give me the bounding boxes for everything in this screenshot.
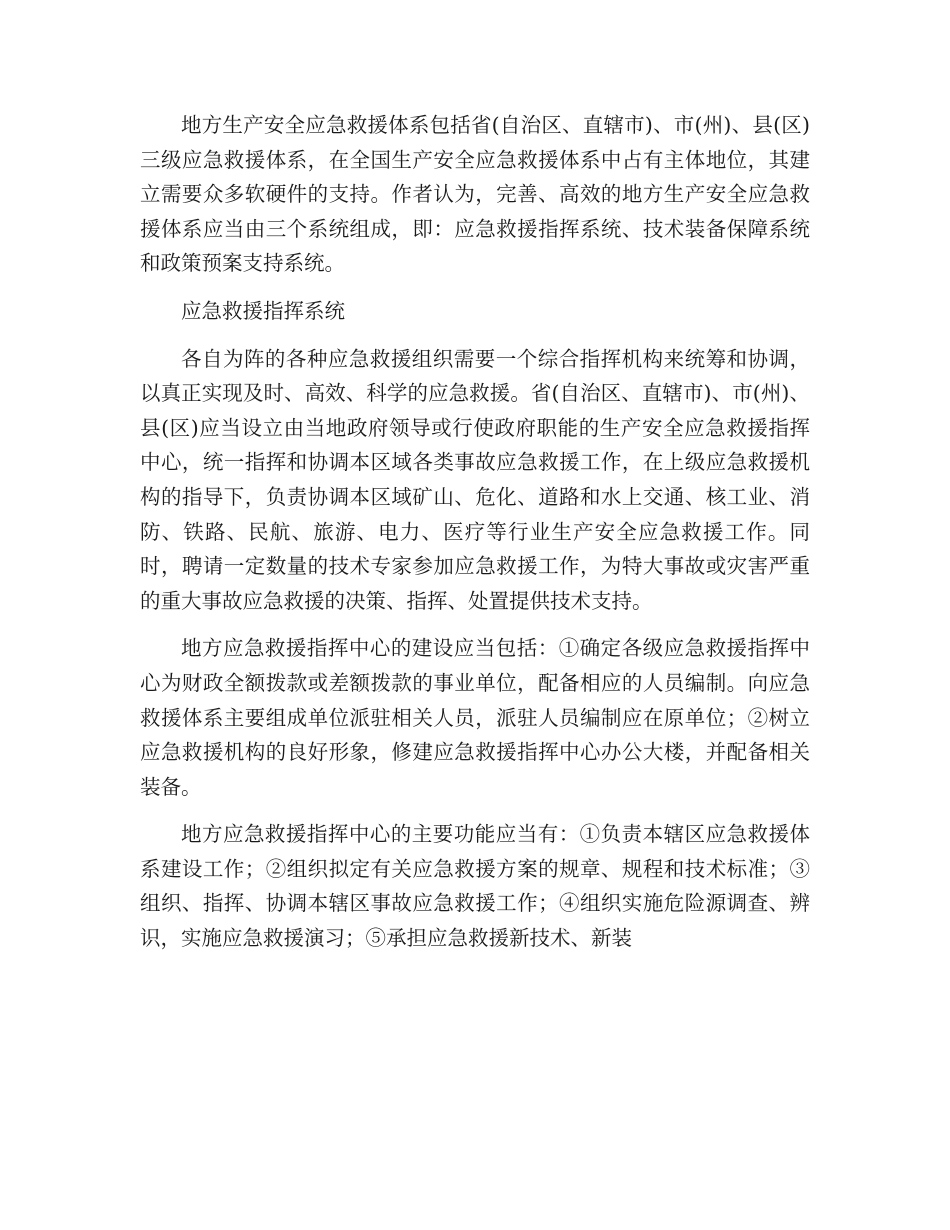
paragraph-command-system: 各自为阵的各种应急救援组织需要一个综合指挥机构来统筹和协调，以真正实现及时、高效、科学的应急救援。省(自治区、直辖市)、市(州)、县(区)应当设立由当地政府领导或行使政府职能的生产安全应急救援指挥中心，统一指挥和协调本区域各类事故应急救援工作，在上级应急救援机构的指导下，负责协调本区域矿山、危化、道路和水上交通、核工业、消防、铁路、民航、旅游、电力、医疗等行业生产安全应急救援工作。同时，聘请一定数量的技术专家参加应急救援工作，为特大事故或灾害严重的重大事故应急救援的决策、指挥、处置提供技术支持。 xyxy=(140,346,810,613)
paragraph-center-construction: 地方应急救援指挥中心的建设应当包括：①确定各级应急救援指挥中心为财政全额拨款或差额拨款的事业单位，配备相应的人员编制。向应急救援体系主要组成单位派驻相关人员，派驻人员编制应在原单位；②树立应急救援机构的良好形象，修建应急救援指挥中心办公大楼，并配备相关装备。 xyxy=(140,636,810,799)
paragraph-gap xyxy=(140,804,810,817)
section-heading: 应急救援指挥系统 xyxy=(181,298,345,323)
document-body xyxy=(140,108,810,956)
paragraph-gap xyxy=(140,618,810,631)
paragraph-gap xyxy=(140,281,810,294)
paragraph-intro: 地方生产安全应急救援体系包括省(自治区、直辖市)、市(州)、县(区)三级应急救援体系，在全国生产安全应急救援体系中占有主体地位，其建立需要众多软硬件的支持。作者认为，完善、高效的地方生产安全应急救援体系应当由三个系统组成，即：应急救援指挥系统、技术装备保障系统和政策预案支持系统。 xyxy=(140,113,810,276)
paragraph-center-functions: 地方应急救援指挥中心的主要功能应当有：①负责本辖区应急救援体系建设工作；②组织拟定有关应急救援方案的规章、规程和技术标准；③组织、指挥、协调本辖区事故应急救援工作；④组织实施危险源调查、辨识，实施应急救援演习；⑤承担应急救援新技术、新装 xyxy=(140,822,810,951)
paragraph-gap xyxy=(140,329,810,342)
